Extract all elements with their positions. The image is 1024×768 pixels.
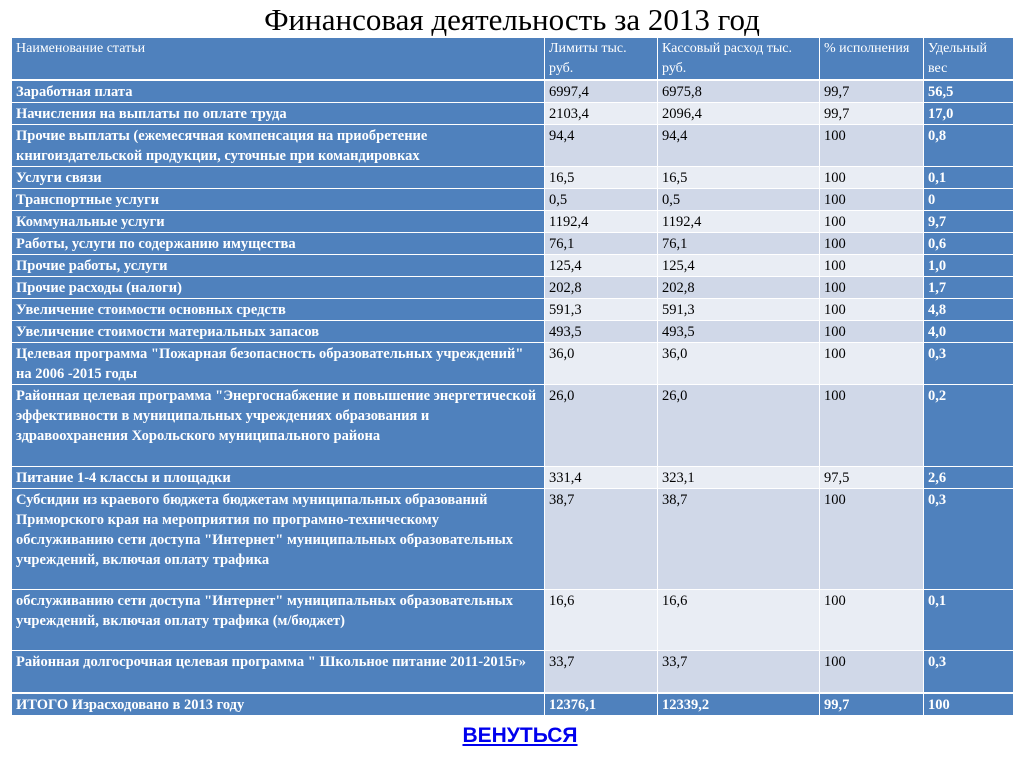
item-name-cell: Целевая программа "Пожарная безопасность образовательных учреждений" на 2006 -2015 годы: [12, 343, 545, 385]
limit-cell: 33,7: [545, 651, 658, 693]
total-row: [12, 693, 1014, 716]
percent-cell: 100: [820, 489, 924, 590]
column-header: Лимиты тыс. руб.: [545, 38, 658, 81]
total-spent-cell: 12339,2: [658, 693, 820, 716]
percent-cell: 100: [820, 277, 924, 299]
limit-cell: 38,7: [545, 489, 658, 590]
total-item-name-cell: ИТОГО Израсходовано в 2013 году: [12, 693, 545, 716]
percent-cell: 99,7: [820, 80, 924, 103]
percent-cell: 100: [820, 590, 924, 651]
limit-cell: 0,5: [545, 189, 658, 211]
item-name-cell: Прочие выплаты (ежемесячная компенсация на приобретение книгоиздательской продукции, суточные при командировках: [12, 125, 545, 167]
page-title: Финансовая деятельность за 2013 год: [264, 2, 760, 37]
total-percent-cell: 99,7: [820, 693, 924, 716]
item-name-cell: Работы, услуги по содержанию имущества: [12, 233, 545, 255]
percent-cell: 100: [820, 343, 924, 385]
table-header-row: [12, 38, 1014, 81]
item-name-cell: Заработная плата: [12, 80, 545, 103]
item-name-cell: Увеличение стоимости материальных запасов: [12, 321, 545, 343]
table-row: [12, 233, 1014, 255]
share-cell: 0: [924, 189, 1014, 211]
total-share-cell: 100: [924, 693, 1014, 716]
table-row: [12, 343, 1014, 385]
percent-cell: 100: [820, 167, 924, 189]
item-name-cell: Прочие расходы (налоги): [12, 277, 545, 299]
item-name-cell: Коммунальные услуги: [12, 211, 545, 233]
item-name-cell: Прочие работы, услуги: [12, 255, 545, 277]
table-row: [12, 467, 1014, 489]
limit-cell: 2103,4: [545, 103, 658, 125]
table-row: [12, 590, 1014, 651]
limit-cell: 591,3: [545, 299, 658, 321]
total-limit-cell: 12376,1: [545, 693, 658, 716]
percent-cell: 99,7: [820, 103, 924, 125]
share-cell: 0,8: [924, 125, 1014, 167]
table-row: [12, 299, 1014, 321]
spent-cell: 1192,4: [658, 211, 820, 233]
column-header: Кассовый расход тыс. руб.: [658, 38, 820, 81]
spent-cell: 0,5: [658, 189, 820, 211]
column-header: Удельный вес: [924, 38, 1014, 81]
share-cell: 17,0: [924, 103, 1014, 125]
item-name-cell: Субсидии из краевого бюджета бюджетам муниципальных образований Приморского края на мероприятия по програмно-техническому обслуживанию сети доступа "Интернет" муниципальных образовательных учреждений, включая оплату трафика: [12, 489, 545, 590]
percent-cell: 100: [820, 211, 924, 233]
limit-cell: 1192,4: [545, 211, 658, 233]
spent-cell: 202,8: [658, 277, 820, 299]
spent-cell: 493,5: [658, 321, 820, 343]
item-name-cell: Начисления на выплаты по оплате труда: [12, 103, 545, 125]
limit-cell: 331,4: [545, 467, 658, 489]
spent-cell: 2096,4: [658, 103, 820, 125]
spent-cell: 38,7: [658, 489, 820, 590]
spent-cell: 591,3: [658, 299, 820, 321]
item-name-cell: Услуги связи: [12, 167, 545, 189]
limit-cell: 26,0: [545, 385, 658, 467]
table-row: [12, 385, 1014, 467]
share-cell: 4,8: [924, 299, 1014, 321]
share-cell: 0,1: [924, 590, 1014, 651]
spent-cell: 76,1: [658, 233, 820, 255]
percent-cell: 100: [820, 299, 924, 321]
share-cell: 1,0: [924, 255, 1014, 277]
limit-cell: 16,5: [545, 167, 658, 189]
percent-cell: 100: [820, 125, 924, 167]
share-cell: 0,6: [924, 233, 1014, 255]
table-row: [12, 80, 1014, 103]
table-row: [12, 189, 1014, 211]
limit-cell: 36,0: [545, 343, 658, 385]
table-row: [12, 167, 1014, 189]
table-row: [12, 103, 1014, 125]
item-name-cell: Районная долгосрочная целевая программа " Школьное питание 2011-2015г»: [12, 651, 545, 693]
share-cell: 1,7: [924, 277, 1014, 299]
table-row: [12, 321, 1014, 343]
percent-cell: 100: [820, 321, 924, 343]
column-header: % исполнения: [820, 38, 924, 81]
table-row: [12, 277, 1014, 299]
limit-cell: 202,8: [545, 277, 658, 299]
table-row: [12, 255, 1014, 277]
spent-cell: 16,5: [658, 167, 820, 189]
share-cell: 4,0: [924, 321, 1014, 343]
table-row: [12, 651, 1014, 693]
item-name-cell: обслуживанию сети доступа "Интернет" муниципальных образовательных учреждений, включая оплату трафика (м/бюджет): [12, 590, 545, 651]
percent-cell: 100: [820, 189, 924, 211]
share-cell: 0,3: [924, 343, 1014, 385]
finance-table: [11, 37, 1014, 716]
spent-cell: 94,4: [658, 125, 820, 167]
spent-cell: 26,0: [658, 385, 820, 467]
table-row: [12, 125, 1014, 167]
percent-cell: 100: [820, 255, 924, 277]
share-cell: 0,3: [924, 489, 1014, 590]
limit-cell: 94,4: [545, 125, 658, 167]
share-cell: 0,2: [924, 385, 1014, 467]
back-link[interactable]: ВЕНУТЬСЯ: [462, 724, 578, 747]
percent-cell: 100: [820, 385, 924, 467]
table-row: [12, 489, 1014, 590]
limit-cell: 125,4: [545, 255, 658, 277]
item-name-cell: Районная целевая программа "Энергоснабжение и повышение энергетической эффективности в муниципальных учреждениях образования и здравоохранения Хорольского муниципального района: [12, 385, 545, 467]
share-cell: 56,5: [924, 80, 1014, 103]
spent-cell: 6975,8: [658, 80, 820, 103]
spent-cell: 36,0: [658, 343, 820, 385]
spent-cell: 125,4: [658, 255, 820, 277]
limit-cell: 16,6: [545, 590, 658, 651]
column-header: Наименование статьи: [12, 38, 545, 81]
limit-cell: 6997,4: [545, 80, 658, 103]
item-name-cell: Транспортные услуги: [12, 189, 545, 211]
spent-cell: 323,1: [658, 467, 820, 489]
item-name-cell: Питание 1-4 классы и площадки: [12, 467, 545, 489]
limit-cell: 76,1: [545, 233, 658, 255]
spent-cell: 16,6: [658, 590, 820, 651]
limit-cell: 493,5: [545, 321, 658, 343]
percent-cell: 100: [820, 651, 924, 693]
percent-cell: 97,5: [820, 467, 924, 489]
share-cell: 0,1: [924, 167, 1014, 189]
item-name-cell: Увеличение стоимости основных средств: [12, 299, 545, 321]
share-cell: 9,7: [924, 211, 1014, 233]
spent-cell: 33,7: [658, 651, 820, 693]
share-cell: 2,6: [924, 467, 1014, 489]
table-row: [12, 211, 1014, 233]
share-cell: 0,3: [924, 651, 1014, 693]
percent-cell: 100: [820, 233, 924, 255]
